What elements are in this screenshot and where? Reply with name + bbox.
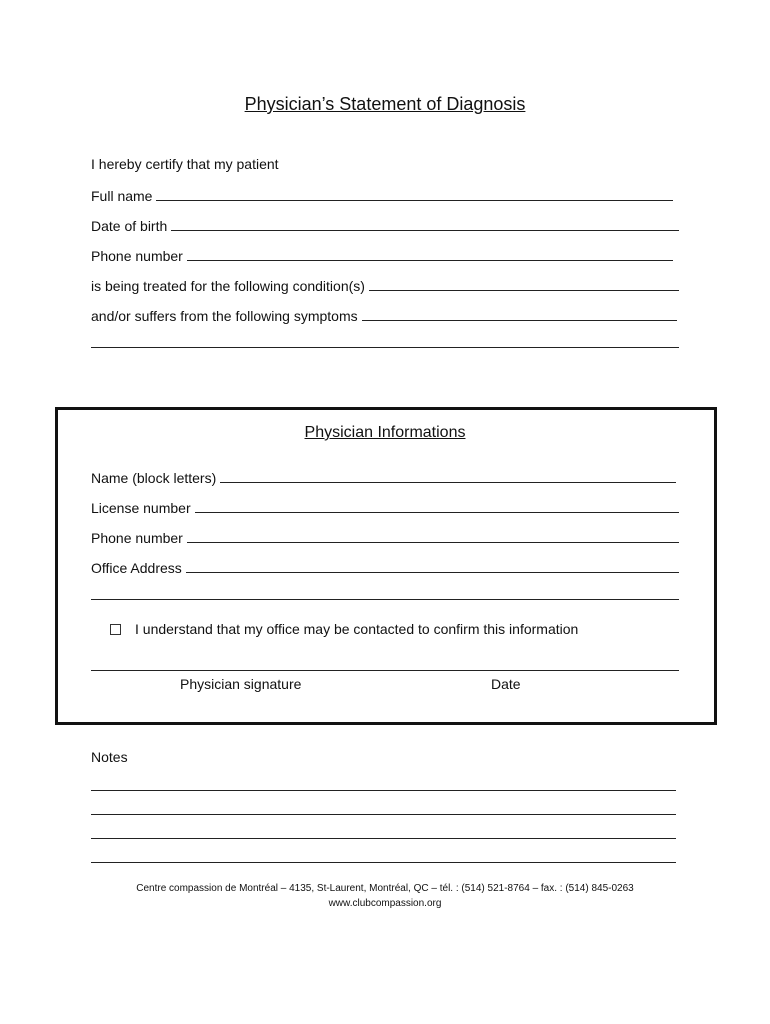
confirm-label: I understand that my office may be contacted to confirm this information [135,621,579,637]
full-name-row [91,184,673,204]
physician-box-title: Physician Informations [304,424,466,441]
intro-text: I hereby certify that my patient [91,156,279,172]
signature-line[interactable] [91,670,679,671]
license-number-field[interactable] [195,512,679,513]
office-address-field[interactable] [186,572,679,573]
physician-phone-field[interactable] [187,542,679,543]
symptoms-row [91,304,677,324]
notes-label: Notes [91,749,128,765]
physician-phone-label: Phone number [91,530,183,546]
confirm-row [110,621,578,637]
physician-name-field[interactable] [220,482,676,483]
physician-phone-row [91,526,679,546]
notes-line[interactable] [91,838,676,839]
office-address-continuation-line[interactable] [91,599,679,600]
physician-name-label: Name (block letters) [91,470,217,486]
symptoms-continuation-line[interactable] [91,347,679,348]
date-of-birth-row [91,214,679,234]
symptoms-field[interactable] [362,320,677,321]
full-name-label: Full name [91,188,153,204]
notes-line[interactable] [91,814,676,815]
date-of-birth-label: Date of birth [91,218,168,234]
confirm-checkbox[interactable] [110,624,121,635]
condition-field[interactable] [369,290,679,291]
full-name-field[interactable] [156,200,673,201]
condition-row [91,274,679,294]
notes-line[interactable] [91,862,676,863]
symptoms-label: and/or suffers from the following symptoms [91,308,358,324]
license-number-row [91,496,679,516]
phone-number-row [91,244,673,264]
phone-number-field[interactable] [187,260,673,261]
footer-website[interactable]: www.clubcompassion.org [328,898,442,909]
physician-name-row [91,466,676,486]
page-title: Physician’s Statement of Diagnosis [244,94,526,114]
condition-label: is being treated for the following condition(s) [91,278,365,294]
date-label: Date [491,676,521,692]
phone-number-label: Phone number [91,248,183,264]
office-address-label: Office Address [91,560,182,576]
license-number-label: License number [91,500,191,516]
footer-address: Centre compassion de Montréal – 4135, St-Laurent, Montréal, QC – tél. : (514) 521-8764 – fax. : (514) 845-0263 [136,883,634,894]
notes-line[interactable] [91,790,676,791]
date-of-birth-field[interactable] [171,230,679,231]
physician-signature-label: Physician signature [180,676,302,692]
office-address-row [91,556,679,576]
